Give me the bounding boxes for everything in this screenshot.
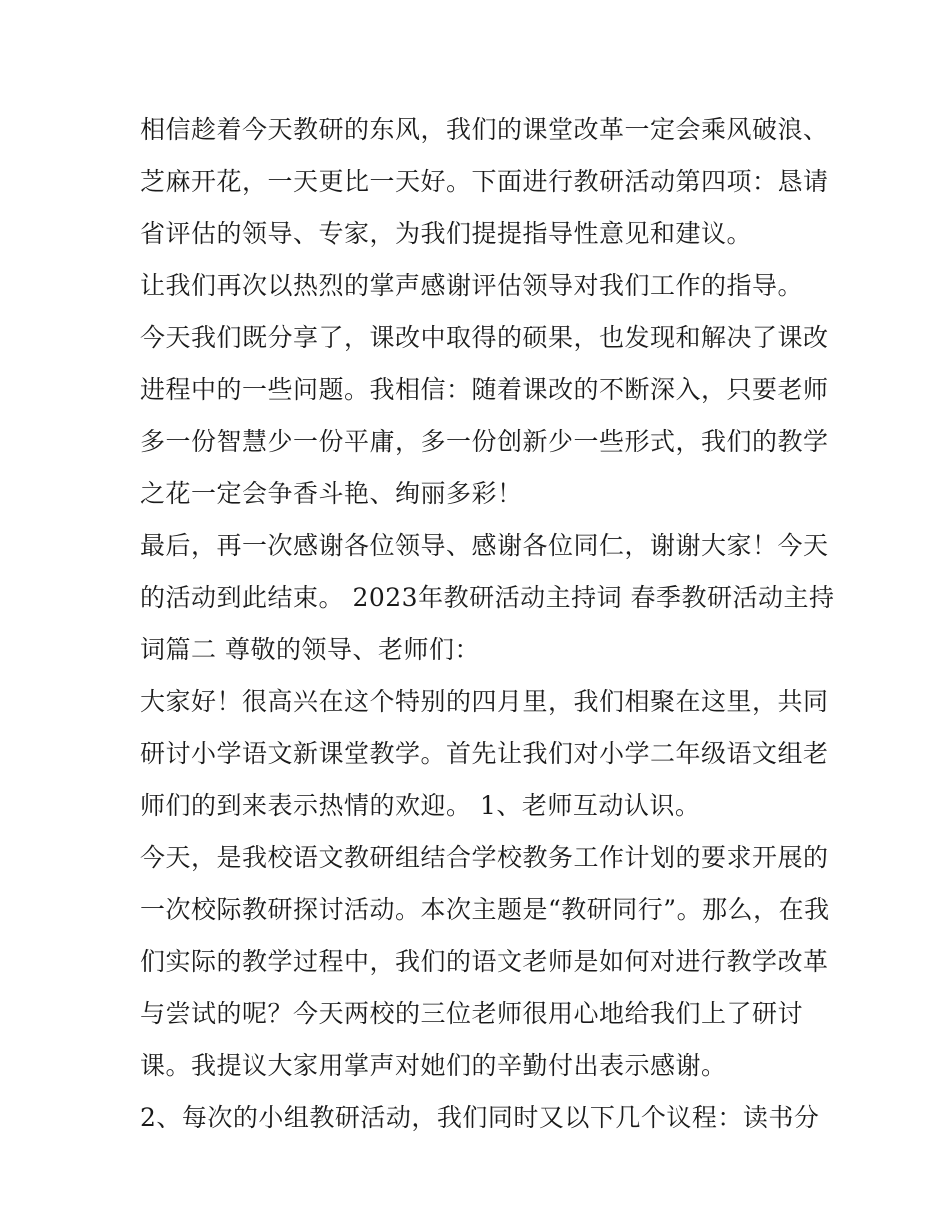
text-line: 大家好！很高兴在这个特别的四月里，我们相聚在这里，共同 [140,687,829,716]
text-line: 相信趁着今天教研的东风，我们的课堂改革一定会乘风破浪、 [140,115,829,144]
text-line: 课。我提议大家用掌声对她们的辛勤付出表示感谢。 [140,1051,727,1080]
text-line: 2、每次的小组教研活动，我们同时又以下几个议程：读书分 [140,1103,820,1132]
text-line: 今天我们既分享了，课改中取得的硕果，也发现和解决了课改 [140,323,829,352]
text-line: 研讨小学语文新课堂教学。首先让我们对小学二年级语文组老 [140,739,829,768]
text-line: 进程中的一些问题。我相信：随着课改的不断深入，只要老师 [140,375,829,404]
text-line: 与尝试的呢？今天两校的三位老师很用心地给我们上了研讨 [140,999,804,1028]
document-body [140,104,835,1144]
text-line: 最后，再一次感谢各位领导、感谢各位同仁，谢谢大家！今天 [140,531,829,560]
text-line: 之花一定会争香斗艳、绚丽多彩！ [140,479,523,508]
text-line: 们实际的教学过程中，我们的语文老师是如何对进行教学改革 [140,947,829,976]
text-line: 的活动到此结束。 2023年教研活动主持词 春季教研活动主持 [140,583,835,612]
text-line: 师们的到来表示热情的欢迎。 1、老师互动认识。 [140,791,701,820]
text-line: 今天，是我校语文教研组结合学校教务工作计划的要求开展的 [140,843,829,872]
text-line: 多一份智慧少一份平庸，多一份创新少一些形式，我们的教学 [140,427,829,456]
text-line: 省评估的领导、专家，为我们提提指导性意见和建议。 [140,219,753,248]
text-line: 让我们再次以热烈的掌声感谢评估领导对我们工作的指导。 [140,271,804,300]
text-line: 词篇二 尊敬的领导、老师们： [140,635,480,664]
text-line: 芝麻开花，一天更比一天好。下面进行教研活动第四项：恳请 [140,167,829,196]
text-line: 一次校际教研探讨活动。本次主题是“教研同行”。那么，在我 [140,895,830,924]
